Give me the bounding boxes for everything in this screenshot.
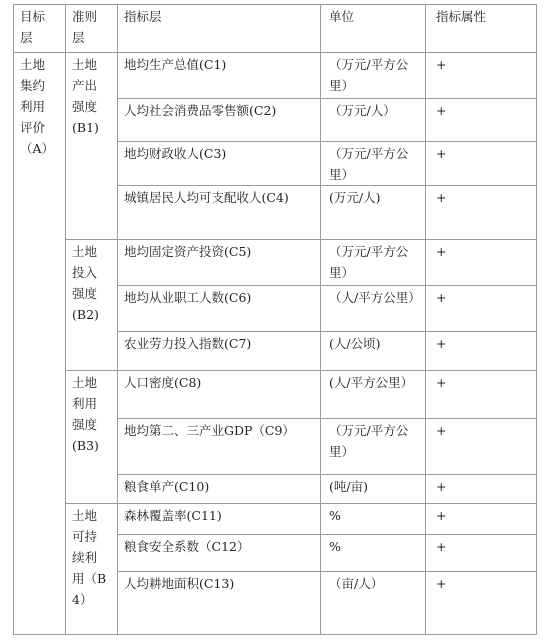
indicator-attr: + <box>426 370 537 418</box>
header-criteria-layer: 准则层 <box>66 5 118 53</box>
indicator-name: 地均第二、三产业GDP（C9） <box>118 418 321 474</box>
table-row <box>14 504 537 535</box>
indicator-unit: （万元/人） <box>321 98 426 141</box>
table-row <box>14 240 537 286</box>
indicator-unit: % <box>321 535 426 572</box>
indicator-attr: + <box>426 418 537 474</box>
indicator-unit: (人/平方公里） <box>321 370 426 418</box>
header-indicator-layer: 指标层 <box>118 5 321 53</box>
header-goal-layer: 目标层 <box>14 5 66 53</box>
indicator-unit: （人/平方公里） <box>321 286 426 332</box>
criteria-cell-b1: 土地产出强度(B1) <box>66 52 118 240</box>
header-unit: 单位 <box>321 5 426 53</box>
table-row <box>14 52 537 98</box>
criteria-cell-b4: 土地可持续利用（B4） <box>66 504 118 635</box>
indicator-name: 地均固定资产投资(C5) <box>118 240 321 286</box>
indicator-name: 粮食单产(C10) <box>118 474 321 504</box>
indicator-attr: + <box>426 571 537 634</box>
indicator-attr: + <box>426 98 537 141</box>
header-attribute: 指标属性 <box>426 5 537 53</box>
indicator-table <box>13 4 537 635</box>
indicator-name: 人口密度(C8) <box>118 370 321 418</box>
indicator-attr: + <box>426 535 537 572</box>
indicator-unit: （万元/平方公里） <box>321 240 426 286</box>
criteria-cell-b2: 土地投入强度(B2) <box>66 240 118 370</box>
indicator-name: 人均耕地面积(C13) <box>118 571 321 634</box>
indicator-name: 人均社会消费品零售额(C2) <box>118 98 321 141</box>
indicator-attr: + <box>426 286 537 332</box>
indicator-name: 粮食安全系数（C12） <box>118 535 321 572</box>
indicator-unit: (吨/亩) <box>321 474 426 504</box>
indicator-name: 地均财政收人(C3) <box>118 141 321 186</box>
indicator-name: 农业劳力投入指数(C7) <box>118 332 321 371</box>
indicator-unit: (人/公顷) <box>321 332 426 371</box>
indicator-unit: （万元/平方公里） <box>321 52 426 98</box>
criteria-cell-b3: 土地利用强度(B3) <box>66 370 118 504</box>
indicator-attr: + <box>426 52 537 98</box>
indicator-name: 地均生产总值(C1) <box>118 52 321 98</box>
goal-cell: 土地集约利用评价（A） <box>14 52 66 634</box>
indicator-unit: （万元/平方公里） <box>321 418 426 474</box>
indicator-name: 地均从业职工人数(C6) <box>118 286 321 332</box>
indicator-attr: + <box>426 504 537 535</box>
header-row <box>14 5 537 53</box>
indicator-name: 城镇居民人均可支配收人(C4) <box>118 186 321 240</box>
indicator-unit: （亩/人） <box>321 571 426 634</box>
indicator-attr: + <box>426 186 537 240</box>
indicator-name: 森林覆盖率(C11) <box>118 504 321 535</box>
indicator-attr: + <box>426 332 537 371</box>
table-row <box>14 370 537 418</box>
indicator-attr: + <box>426 240 537 286</box>
indicator-attr: + <box>426 474 537 504</box>
indicator-unit: （万元/平方公里） <box>321 141 426 186</box>
indicator-attr: + <box>426 141 537 186</box>
indicator-unit: (万元/人) <box>321 186 426 240</box>
indicator-unit: % <box>321 504 426 535</box>
